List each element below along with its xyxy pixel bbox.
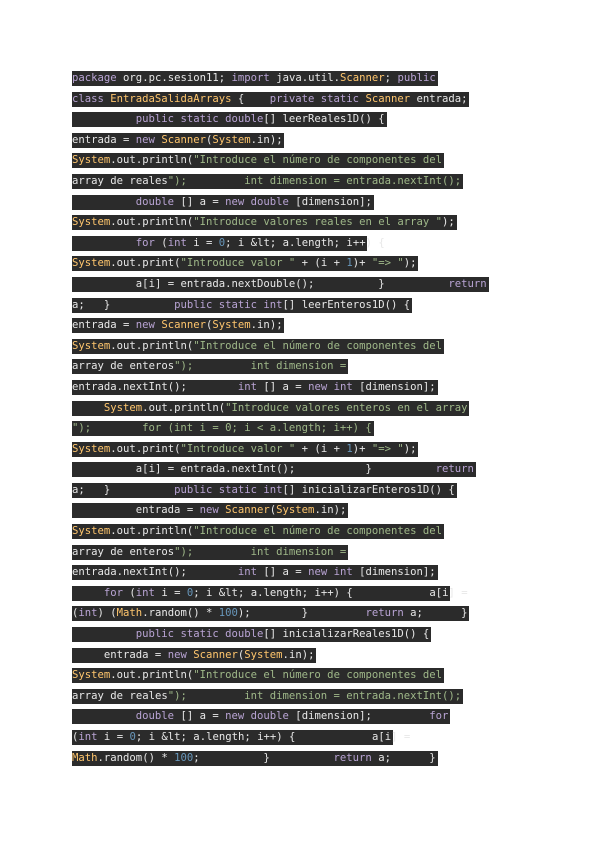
code-line (72, 420, 532, 441)
code-line (72, 626, 532, 647)
code-line-text: System.out.println("Introduce el número de componentes del (72, 339, 442, 352)
code-line-text: "); for (int i = 0; i < a.length; i++) { (72, 422, 372, 435)
code-line (72, 297, 532, 318)
code-line-text: a[i] = entrada.nextDouble(); } return (135, 277, 487, 290)
code-line (72, 544, 532, 565)
code-line-text: array de reales"); int dimension = entrada.nextInt(); (72, 689, 462, 702)
code-line-text: for (int i = 0; i &lt; a.length; i++) { (135, 236, 385, 249)
code-line-text: entrada = new Scanner(System.in); (135, 504, 347, 517)
code-line (72, 235, 532, 256)
code-line-text: System.out.println("Introduce valores reales en el array "); (72, 216, 455, 229)
code-line (72, 647, 532, 668)
code-line (72, 585, 532, 606)
code-line (72, 400, 532, 421)
code-line-text: Math.random() * 100; } return a; } (72, 751, 436, 764)
code-line (72, 605, 532, 626)
code-line-text: (int i = 0; i &lt; a.length; i++) { a[i] = (72, 731, 411, 743)
code-line-text: System.out.print("Introduce valor " + (i + 1)+ "=> "); (72, 257, 417, 270)
code-line-text: array de enteros"); int dimension = (72, 545, 347, 558)
code-line-text: (int) (Math.random() * 100); } return a; } (72, 607, 468, 620)
code-line-text: array de reales"); int dimension = entrada.nextInt(); (72, 174, 462, 187)
code-line-text: package org.pc.sesion11; import java.util.Scanner; public (72, 72, 436, 84)
code-line-text: class EntradaSalidaArrays { private static Scanner entrada; (72, 92, 468, 105)
code-line (72, 502, 532, 523)
code-line (72, 276, 532, 297)
code-line (72, 523, 532, 544)
code-line (72, 667, 532, 688)
code-line (72, 379, 532, 400)
code-line (72, 70, 532, 91)
code-block (72, 70, 532, 770)
code-line (72, 461, 532, 482)
code-line-text: double [] a = new double [dimension]; for (135, 710, 449, 723)
code-line-text: public static double[] inicializarReales1D() { (135, 628, 430, 641)
code-line-text: entrada.nextInt(); int [] a = new int [dimension]; (72, 380, 436, 393)
code-line (72, 564, 532, 585)
code-line (72, 338, 532, 359)
code-line-text: System.out.print("Introduce valor " + (i + 1)+ "=> "); (72, 442, 417, 455)
code-line-text: entrada = new Scanner(System.in); (72, 133, 283, 146)
code-line-text: a; } public static int[] leerEnteros1D() { (72, 298, 411, 311)
code-line-text: array de enteros"); int dimension = (72, 360, 347, 373)
code-line (72, 708, 532, 729)
code-line (72, 173, 532, 194)
code-line-text: System.out.println("Introduce el número de componentes del (72, 669, 442, 682)
code-line-text: a; } public static int[] inicializarEnteros1D() { (72, 483, 455, 496)
code-line (72, 441, 532, 462)
code-line (72, 255, 532, 276)
code-line (72, 358, 532, 379)
code-line (72, 111, 532, 132)
code-line (72, 214, 532, 235)
code-line-text: public static double[] leerReales1D() { (135, 113, 385, 126)
code-line-text: entrada = new Scanner(System.in); (103, 648, 315, 661)
code-line-text: System.out.println("Introduce el número de componentes del (72, 525, 442, 538)
code-line-text: System.out.println("Introduce el número de componentes del (72, 154, 442, 167)
code-line-text: a[i] = entrada.nextInt(); } return (135, 463, 474, 476)
code-line (72, 152, 532, 173)
code-line (72, 132, 532, 153)
code-line (72, 688, 532, 709)
code-line-text: entrada.nextInt(); int [] a = new int [dimension]; (72, 566, 436, 579)
code-line-text: double [] a = new double [dimension]; (135, 195, 372, 208)
code-line (72, 317, 532, 338)
code-line-text: for (int i = 0; i &lt; a.length; i++) { a[i] = (103, 586, 468, 599)
code-line (72, 729, 532, 750)
code-line (72, 91, 532, 112)
code-line-text: System.out.println("Introduce valores enteros en el array (103, 401, 468, 414)
code-line (72, 750, 532, 771)
code-line (72, 482, 532, 503)
code-line-text: entrada = new Scanner(System.in); (72, 319, 283, 332)
code-line (72, 194, 532, 215)
